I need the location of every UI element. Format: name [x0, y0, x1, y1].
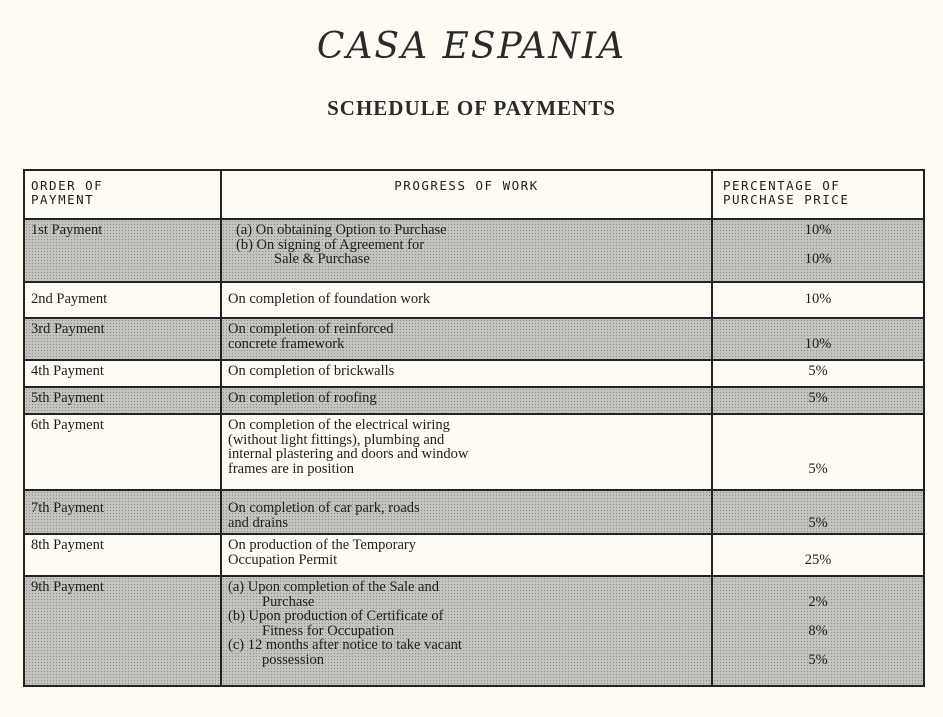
document-title: SCHEDULE OF PAYMENTS: [327, 96, 616, 120]
progress-of-work: (a) Upon completion of the Sale and Purchase (b) Upon production of Certificate of Fitness for Occupation (c) 12 months after notice to take vacant possession: [221, 576, 712, 686]
progress-of-work: On completion of roofing: [221, 387, 712, 414]
payment-order: 4th Payment: [24, 360, 221, 387]
percentage-value: 2% 8% 5%: [712, 576, 924, 686]
table-row: [24, 414, 924, 490]
table-row: [24, 282, 924, 318]
table-row: [24, 490, 924, 534]
percentage-value: 5%: [712, 387, 924, 414]
progress-of-work: On completion of reinforced concrete framework: [221, 318, 712, 360]
table-row: [24, 387, 924, 414]
payment-order: 8th Payment: [24, 534, 221, 576]
payment-order: 7th Payment: [24, 490, 221, 534]
progress-of-work: On completion of car park, roads and drains: [221, 490, 712, 534]
table-row: [24, 576, 924, 686]
progress-of-work: On production of the Temporary Occupation Permit: [221, 534, 712, 576]
table-row: [24, 318, 924, 360]
payment-order: 6th Payment: [24, 414, 221, 490]
header-progress-of-work: PROGRESS OF WORK: [221, 170, 712, 219]
payment-order: 5th Payment: [24, 387, 221, 414]
payment-order: 9th Payment: [24, 576, 221, 686]
table-header-row: [24, 170, 924, 219]
percentage-value: 5%: [712, 414, 924, 490]
progress-of-work: (a) On obtaining Option to Purchase (b) On signing of Agreement for Sale & Purchase: [221, 219, 712, 282]
percentage-value: 5%: [712, 360, 924, 387]
payment-order: 2nd Payment: [24, 282, 221, 318]
percentage-value: 10%: [712, 282, 924, 318]
table-row: [24, 219, 924, 282]
header-order-of-payment: ORDER OF PAYMENT: [24, 170, 221, 219]
percentage-value: 25%: [712, 534, 924, 576]
payment-order: 3rd Payment: [24, 318, 221, 360]
table-row: [24, 534, 924, 576]
progress-of-work: On completion of foundation work: [221, 282, 712, 318]
payment-schedule-table: [23, 169, 925, 687]
header-percentage-of-purchase-price: PERCENTAGE OF PURCHASE PRICE: [712, 170, 924, 219]
payment-order: 1st Payment: [24, 219, 221, 282]
percentage-value: 10% 10%: [712, 219, 924, 282]
percentage-value: 10%: [712, 318, 924, 360]
progress-of-work: On completion of brickwalls: [221, 360, 712, 387]
percentage-value: 5%: [712, 490, 924, 534]
table-row: [24, 360, 924, 387]
progress-of-work: On completion of the electrical wiring (without light fittings), plumbing and internal plastering and doors and window frames are in position: [221, 414, 712, 490]
brand-logo-text: CASA ESPANIA: [316, 26, 627, 67]
